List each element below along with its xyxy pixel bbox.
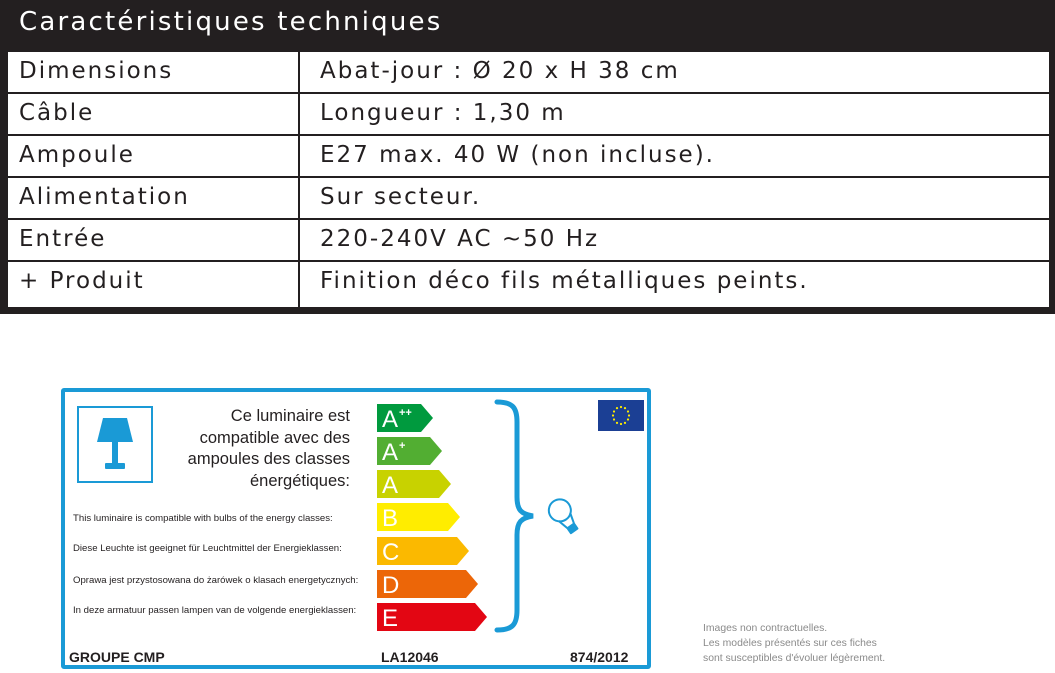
compatibility-line: ampoules des classes: [187, 450, 350, 468]
compatibility-line: énergétiques:: [250, 471, 350, 490]
class-letter: C: [382, 539, 400, 566]
regulation-number: 874/2012: [570, 649, 629, 665]
spec-value: Longueur : 1,30 m: [320, 100, 566, 126]
spec-value: Sur secteur.: [320, 184, 482, 210]
class-letter: D: [382, 572, 400, 599]
spec-value: 220-240V AC ~50 Hz: [320, 226, 600, 252]
spec-value: Abat-jour : Ø 20 x H 38 cm: [320, 58, 680, 84]
class-superscript: ++: [399, 407, 412, 419]
eu-flag-icon: [598, 400, 644, 431]
disclaimer-line: Les modèles présentés sur ces fiches: [703, 638, 877, 649]
spec-label: Alimentation: [19, 184, 190, 210]
compatibility-line: compatible avec des: [199, 428, 350, 447]
energy-class-arrow: [377, 404, 433, 433]
class-letter: A: [382, 439, 399, 466]
table-row: [8, 220, 1049, 262]
specs-table: [8, 52, 1049, 307]
energy-class-arrow: [377, 470, 451, 499]
class-letter: E: [382, 605, 399, 632]
energy-class-arrow: [377, 437, 442, 466]
energy-class-arrow: [377, 537, 469, 566]
disclaimer-line: Images non contractuelles.: [703, 623, 828, 634]
spec-label: Câble: [19, 100, 95, 126]
class-superscript: +: [399, 440, 406, 452]
model-number: LA12046: [381, 649, 439, 665]
disclaimer-line: sont susceptibles d'évoluer légèrement.: [703, 653, 886, 664]
energy-class-arrow: [377, 603, 487, 632]
spec-label: Ampoule: [19, 142, 135, 168]
table-row: [8, 52, 1049, 94]
language-line-en: This luminaire is compatible with bulbs of the energy classes:: [73, 513, 333, 524]
column-divider: [298, 178, 300, 218]
column-divider: [298, 220, 300, 260]
spec-value: E27 max. 40 W (non incluse).: [320, 142, 715, 168]
spec-label: + Produit: [19, 268, 145, 294]
specs-title: Caractéristiques techniques: [19, 7, 443, 37]
brand-name: GROUPE CMP: [69, 649, 165, 665]
language-line-pl: Oprawa jest przystosowana do żarówek o klasach energetycznych:: [73, 575, 359, 586]
spec-label: Entrée: [19, 226, 107, 252]
language-line-nl: In deze armatuur passen lampen van de volgende energieklassen:: [73, 605, 357, 616]
table-row: [8, 178, 1049, 220]
brace-icon: [497, 402, 533, 630]
column-divider: [298, 136, 300, 176]
column-divider: [298, 52, 300, 92]
compatibility-line: Ce luminaire est: [230, 407, 350, 425]
language-line-de: Diese Leuchte ist geeignet für Leuchtmittel der Energieklassen:: [73, 543, 342, 554]
class-letter: B: [382, 505, 399, 532]
energy-class-arrow: [377, 503, 460, 532]
energy-label: [61, 388, 651, 669]
column-divider: [298, 94, 300, 134]
spec-label: Dimensions: [19, 58, 174, 84]
class-letter: A: [382, 406, 399, 433]
column-divider: [298, 262, 300, 307]
table-row: [8, 94, 1049, 136]
spec-value: Finition déco fils métalliques peints.: [320, 268, 809, 294]
table-row: [8, 136, 1049, 178]
specs-section: [0, 0, 1055, 314]
table-row: [8, 262, 1049, 307]
class-letter: A: [382, 472, 399, 499]
disclaimer: [703, 621, 885, 666]
bulb-icon: [545, 495, 584, 538]
energy-class-scale: [65, 392, 647, 665]
energy-class-arrow: [377, 570, 478, 599]
